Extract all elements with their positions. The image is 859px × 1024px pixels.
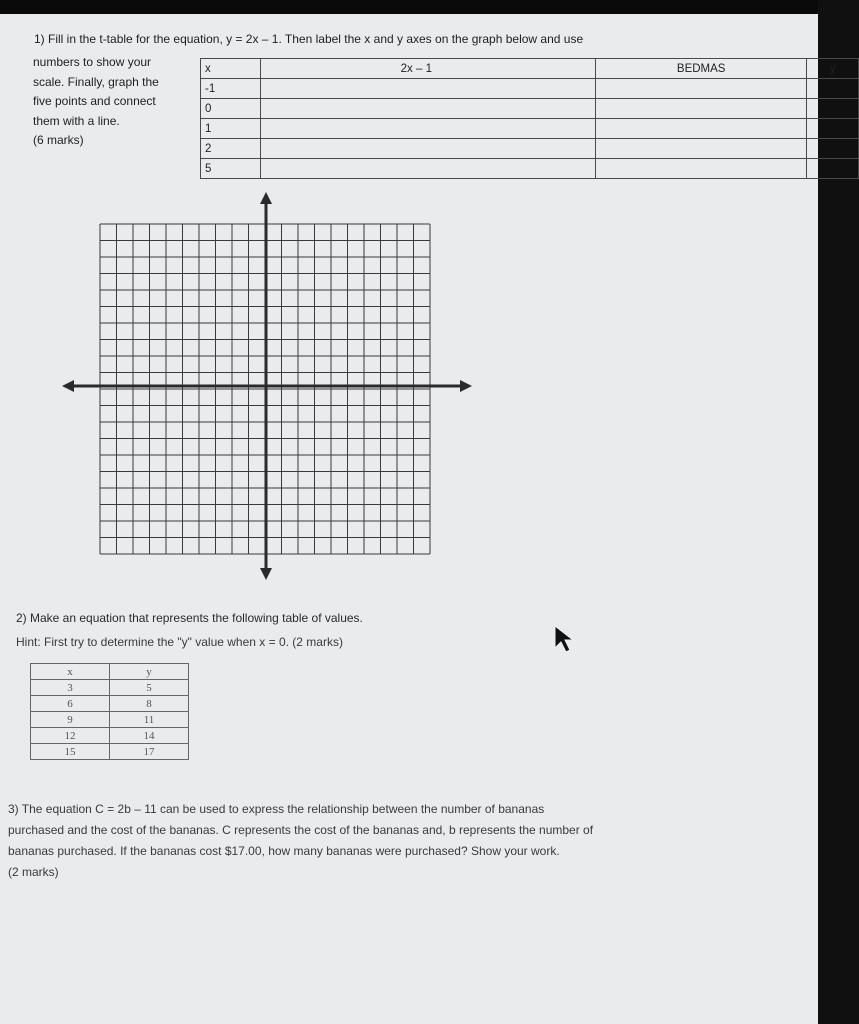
q2-x-cell: 6 — [31, 696, 110, 712]
t-table-blank-cell[interactable] — [596, 79, 807, 99]
t-table-blank-cell[interactable] — [260, 139, 596, 159]
q2-table-of-values — [30, 663, 189, 760]
t-table-blank-cell[interactable] — [596, 99, 807, 119]
t-table-blank-cell[interactable] — [596, 119, 807, 139]
q1-title: 1) Fill in the t-table for the equation, y = 2x – 1. Then label the x and y axes on the graph below and use — [34, 32, 584, 46]
q2-x-cell: 12 — [31, 728, 110, 744]
x-axis-right-arrow — [460, 380, 472, 392]
q2-table-row — [31, 744, 189, 760]
t-table-header-expression: 2x – 1 — [260, 59, 596, 79]
q1-instructions — [33, 53, 193, 151]
q3-line: 3) The equation C = 2b – 11 can be used to express the relationship between the number of bananas — [8, 802, 545, 816]
q2-question: 2) Make an equation that represents the following table of values. — [16, 611, 363, 625]
t-table-blank-cell[interactable] — [260, 119, 596, 139]
top-dark-edge — [0, 0, 859, 14]
q3-line: purchased and the cost of the bananas. C represents the cost of the bananas and, b represents the number of — [8, 823, 594, 837]
q1-marks: (6 marks) — [33, 133, 84, 147]
q2-table-header-row — [31, 664, 189, 680]
t-table-blank-cell[interactable] — [806, 119, 858, 139]
t-table-blank-cell[interactable] — [806, 79, 858, 99]
q2-x-cell: 3 — [31, 680, 110, 696]
t-table-x-cell: 5 — [201, 159, 261, 179]
t-table-x-cell: 0 — [201, 99, 261, 119]
t-table-row — [201, 139, 859, 159]
mouse-pointer-icon — [553, 624, 579, 654]
t-table-blank-cell[interactable] — [260, 79, 596, 99]
t-table-blank-cell[interactable] — [806, 159, 858, 179]
q2-table-row — [31, 696, 189, 712]
t-table-blank-cell[interactable] — [806, 139, 858, 159]
t-table-x-cell: 2 — [201, 139, 261, 159]
q1-instruction-line: them with a line. — [33, 113, 120, 128]
t-table-header-bedmas: BEDMAS — [596, 59, 807, 79]
q2-hint: Hint: First try to determine the "y" value when x = 0. (2 marks) — [16, 635, 343, 649]
q2-x-cell: 9 — [31, 712, 110, 728]
t-table-x-cell: 1 — [201, 119, 261, 139]
q2-table-row — [31, 712, 189, 728]
t-table-row — [201, 99, 859, 119]
t-table-blank-cell[interactable] — [806, 99, 858, 119]
q2-y-cell: 5 — [110, 680, 189, 696]
q3-marks: (2 marks) — [8, 865, 59, 879]
t-table-blank-cell[interactable] — [260, 159, 596, 179]
q2-y-cell: 14 — [110, 728, 189, 744]
y-axis-down-arrow — [260, 568, 272, 580]
q2-table-row — [31, 680, 189, 696]
q1-t-table — [200, 58, 859, 179]
t-table-header-row — [201, 59, 859, 79]
t-table-blank-cell[interactable] — [260, 99, 596, 119]
t-table-row — [201, 159, 859, 179]
t-table-header-y: y — [806, 59, 858, 79]
q2-y-cell: 8 — [110, 696, 189, 712]
coordinate-grid[interactable] — [60, 190, 480, 585]
q2-x-cell: 15 — [31, 744, 110, 760]
x-axis-left-arrow — [62, 380, 74, 392]
t-table-blank-cell[interactable] — [596, 139, 807, 159]
q2-table-row — [31, 728, 189, 744]
t-table-blank-cell[interactable] — [596, 159, 807, 179]
q2-y-cell: 11 — [110, 712, 189, 728]
t-table-header-x: x — [201, 59, 261, 79]
q1-instruction-line: numbers to show your — [33, 55, 152, 69]
t-table-row — [201, 119, 859, 139]
t-table-x-cell: -1 — [201, 79, 261, 99]
q1-instruction-line: five points and connect — [33, 94, 156, 108]
q2-header-x: x — [31, 664, 110, 680]
q2-y-cell: 17 — [110, 744, 189, 760]
q3-line: bananas purchased. If the bananas cost $17.00, how many bananas were purchased? Show your work. — [8, 844, 560, 858]
q1-instruction-line: scale. Finally, graph the — [33, 74, 159, 89]
q2-header-y: y — [110, 664, 189, 680]
y-axis-up-arrow — [260, 192, 272, 204]
q3-question — [8, 799, 778, 883]
t-table-row — [201, 79, 859, 99]
